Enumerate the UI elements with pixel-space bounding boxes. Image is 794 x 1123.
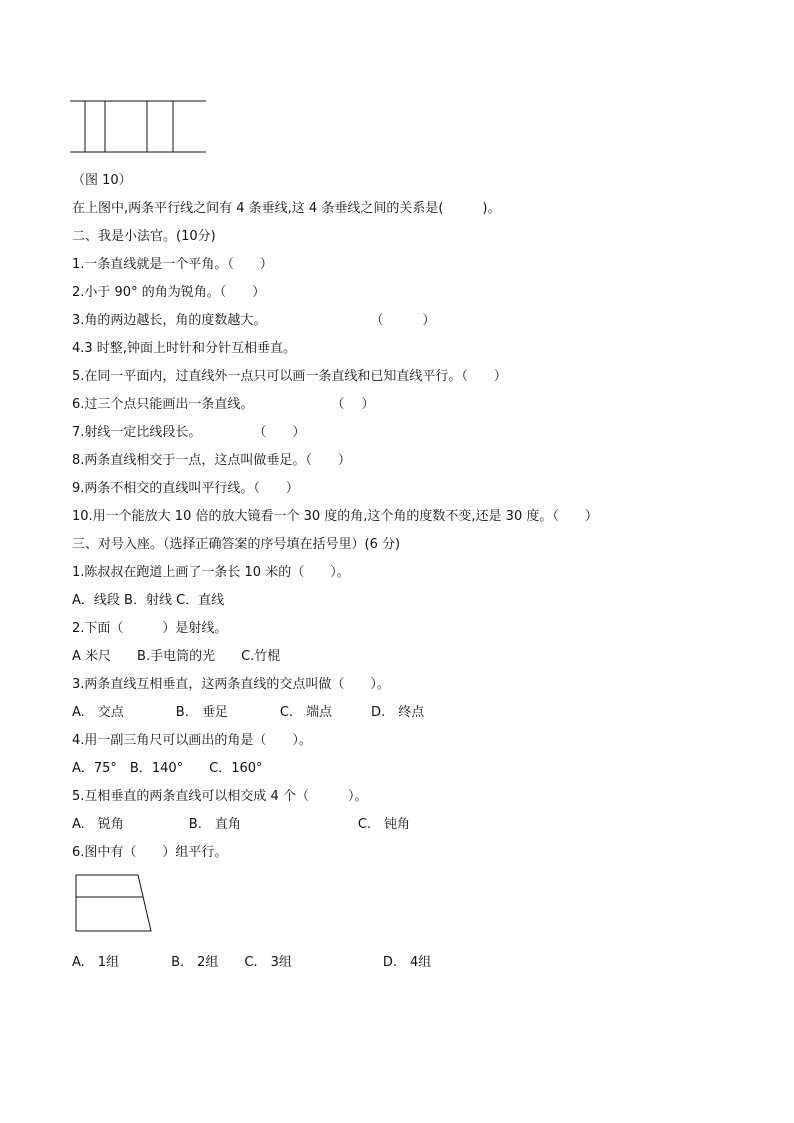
section-heading-judge: 二、我是小法官。(10分): [72, 229, 216, 244]
choice-item-6-options: A. 1组 B. 2组 C. 3组 D. 4组: [72, 955, 432, 970]
choice-item-1: 1.陈叔叔在跑道上画了一条长 10 米的（ ）。: [72, 565, 350, 580]
section-heading-choice: 三、对号入座。（选择正确答案的序号填在括号里）(6 分): [72, 537, 401, 552]
trapezoid-outline: [76, 875, 151, 931]
judge-item-7: 7.射线一定比线段长。 （ ）: [72, 425, 306, 440]
choice-item-4: 4.用一副三角尺可以画出的角是（ ）。: [72, 733, 312, 748]
choice-item-1-options: A．线段 B．射线 C．直线: [72, 593, 225, 608]
judge-item-9: 9.两条不相交的直线叫平行线。（ ）: [72, 481, 299, 496]
choice-item-5-options: A. 锐角 B. 直角 C. 钝角: [72, 817, 411, 832]
choice-item-3-options: A. 交点 B. 垂足 C. 端点 D. 终点: [72, 705, 425, 720]
judge-item-5: 5.在同一平面内，过直线外一点只可以画一条直线和已知直线平行。（ ）: [72, 369, 507, 384]
judge-item-2: 2.小于 90° 的角为锐角。（ ）: [72, 285, 266, 300]
question-text: 在上图中,两条平行线之间有 4 条垂线,这 4 条垂线之间的关系是( )。: [72, 201, 501, 216]
choice-item-4-options: A．75° B．140° C．160°: [72, 761, 263, 776]
judge-item-4: 4.3 时整,钟面上时针和分针互相垂直。: [72, 341, 296, 356]
choice-item-3: 3.两条直线互相垂直，这两条直线的交点叫做（ ）。: [72, 677, 390, 692]
judge-item-1: 1.一条直线就是一个平角。（ ）: [72, 257, 273, 272]
figure-10-parallel-lines: [70, 96, 210, 156]
figure-10-caption: （图 10）: [72, 173, 132, 188]
judge-item-8: 8.两条直线相交于一点，这点叫做垂足。（ ）: [72, 453, 351, 468]
judge-item-10: 10.用一个能放大 10 倍的放大镜看一个 30 度的角,这个角的度数不变,还是 30 度。（ ）: [72, 509, 598, 524]
judge-item-6: 6.过三个点只能画出一条直线。 （ ）: [72, 397, 375, 412]
choice-item-6: 6.图中有（ ）组平行。: [72, 845, 228, 860]
choice-item-5: 5.互相垂直的两条直线可以相交成 4 个（ ）。: [72, 789, 368, 804]
choice-item-2: 2.下面（ ）是射线。: [72, 621, 228, 636]
figure-trapezoid: [72, 872, 156, 936]
judge-item-3: 3.角的两边越长，角的度数越大。 （ ）: [72, 313, 436, 328]
choice-item-2-options: A 米尺 B.手电筒的光 C.竹棍: [72, 649, 281, 664]
